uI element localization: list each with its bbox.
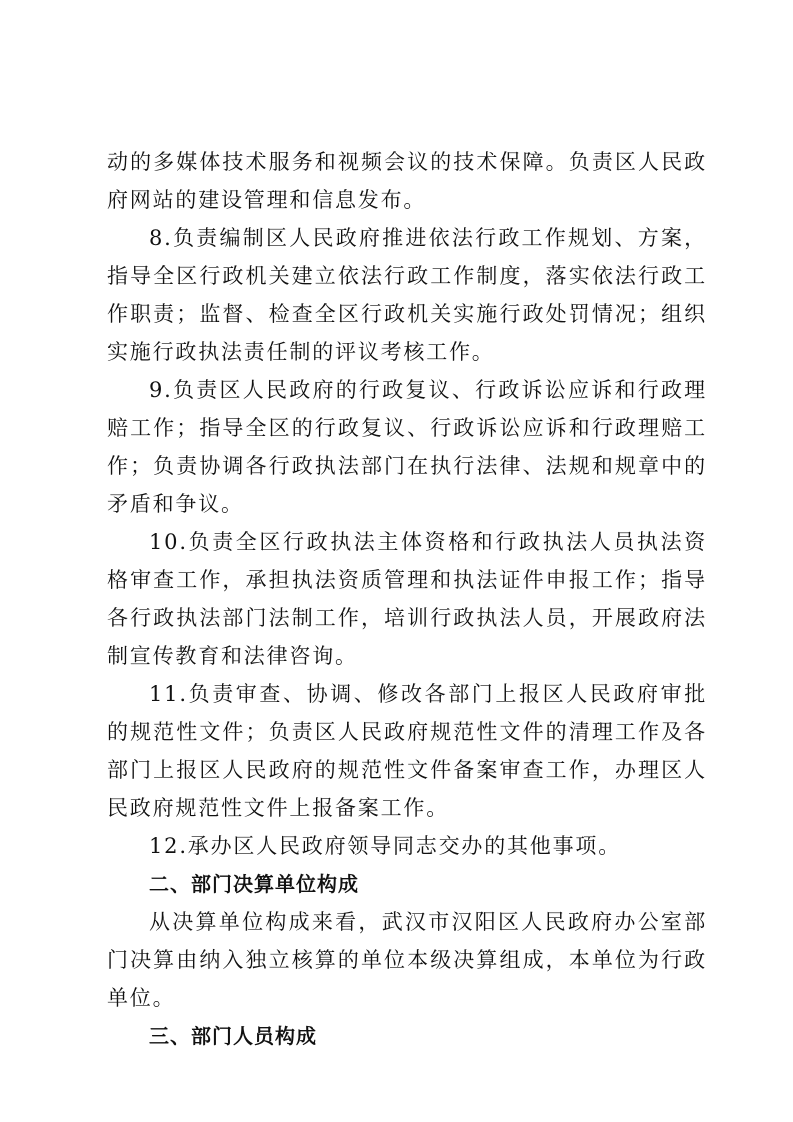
paragraph-continued: 动的多媒体技术服务和视频会议的技术保障。负责区人民政府网站的建设管理和信息发布。	[107, 150, 707, 212]
paragraph-item-10: 10.负责全区行政执法主体资格和行政执法人员执法资格审查工作，承担执法资质管理和执法证件申报工作；指导各行政执法部门法制工作，培训行政执法人员，开展政府法制宣传教育和法律咨询。	[107, 530, 707, 668]
paragraph-item-8: 8.负责编制区人民政府推进依法行政工作规划、方案，指导全区行政机关建立依法行政工作制度，落实依法行政工作职责；监督、检查全区行政机关实施行政处罚情况；组织实施行政执法责任制的评议考核工作。	[107, 226, 707, 364]
paragraph-item-12: 12.承办区人民政府领导同志交办的其他事项。	[149, 834, 621, 858]
paragraph-item-11: 11.负责审查、协调、修改各部门上报区人民政府审批的规范性文件；负责区人民政府规范性文件的清理工作及各部门上报区人民政府的规范性文件备案审查工作，办理区人民政府规范性文件上报备案工作。	[107, 682, 707, 820]
document-body	[107, 143, 707, 1055]
section-heading-units: 二、部门决算单位构成	[149, 872, 359, 896]
paragraph-item-9: 9.负责区人民政府的行政复议、行政诉讼应诉和行政理赔工作；指导全区的行政复议、行政诉讼应诉和行政理赔工作；负责协调各行政执法部门在执行法律、法规和规章中的矛盾和争议。	[107, 378, 707, 516]
paragraph-units: 从决算单位构成来看，武汉市汉阳区人民政府办公室部门决算由纳入独立核算的单位本级决算组成，本单位为行政单位。	[107, 910, 707, 1010]
section-heading-personnel: 三、部门人员构成	[149, 1024, 317, 1048]
